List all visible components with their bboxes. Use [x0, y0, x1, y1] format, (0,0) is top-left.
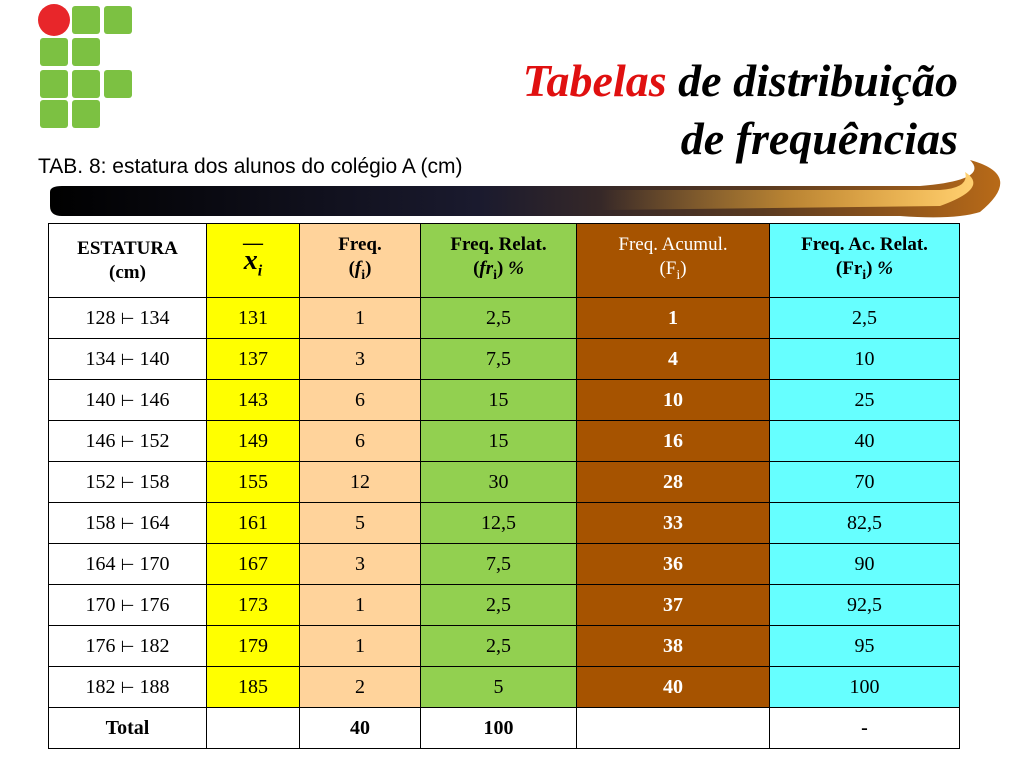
header-acrel-var: Fr: [842, 258, 863, 280]
range-high: 140: [139, 347, 170, 370]
logo-square: [40, 70, 68, 98]
cell-xi: 173: [207, 585, 300, 626]
header-freq-relat: [421, 224, 577, 298]
cell-fa: 4: [577, 339, 770, 380]
header-acum-var: F: [665, 258, 677, 280]
total-label: Total: [49, 708, 207, 749]
header-freq-acumul: [577, 224, 770, 298]
logo-square: [40, 100, 68, 128]
table-row: [49, 298, 960, 339]
range-closed-open-symbol: ⊢: [120, 595, 135, 615]
cell-fi: 2: [300, 667, 421, 708]
header-estatura-line2: (cm): [109, 261, 146, 283]
cell-xi: 167: [207, 544, 300, 585]
cell-fi: 3: [300, 339, 421, 380]
range-low: 140: [85, 388, 116, 411]
header-freq-line2: $(f_i)$: [348, 258, 372, 283]
cell-fr: 15: [421, 380, 577, 421]
header-acum-sub: i: [676, 267, 681, 283]
cell-fi: 1: [300, 298, 421, 339]
cell-fa: 33: [577, 503, 770, 544]
cell-fra: 10: [770, 339, 960, 380]
range-low: 170: [85, 593, 116, 616]
cell-fra: 70: [770, 462, 960, 503]
range-high: 158: [139, 470, 170, 493]
table-row: [49, 585, 960, 626]
cell-fi: 3: [300, 544, 421, 585]
cell-fi: 12: [300, 462, 421, 503]
header-estatura-line1: ESTATURA: [77, 237, 178, 259]
cell-fra: 92,5: [770, 585, 960, 626]
cell-fra: 100: [770, 667, 960, 708]
cell-fa: 16: [577, 421, 770, 462]
cell-xi: 137: [207, 339, 300, 380]
page-title: [523, 52, 958, 168]
cell-estatura: [49, 380, 207, 421]
range-closed-open-symbol: ⊢: [120, 308, 135, 328]
range-closed-open-symbol: ⊢: [120, 554, 135, 574]
logo-square: [72, 6, 100, 34]
cell-fr: 15: [421, 421, 577, 462]
cell-fa: 36: [577, 544, 770, 585]
total-fa: [577, 708, 770, 749]
cell-fi: 6: [300, 421, 421, 462]
cell-estatura: [49, 544, 207, 585]
range-closed-open-symbol: ⊢: [120, 677, 135, 697]
header-freq-ac-relat: [770, 224, 960, 298]
range-closed-open-symbol: ⊢: [120, 636, 135, 656]
frequency-table: [48, 223, 960, 749]
logo-square: [72, 38, 100, 66]
total-fra: -: [770, 708, 960, 749]
header-xi-sub: i: [257, 262, 263, 280]
table-row: [49, 626, 960, 667]
cell-fa: 28: [577, 462, 770, 503]
range-high: 146: [139, 388, 170, 411]
range-high: 134: [139, 306, 170, 329]
cell-xi: 155: [207, 462, 300, 503]
cell-fi: 5: [300, 503, 421, 544]
header-acum-line2: $(F_i)$: [659, 258, 687, 283]
header-freq-sub: i: [361, 267, 366, 283]
cell-fr: 2,5: [421, 585, 577, 626]
cell-estatura: [49, 667, 207, 708]
header-freq-line1: Freq.: [338, 234, 382, 256]
header-estatura: [49, 224, 207, 298]
xi-bar: —: [243, 232, 263, 255]
cell-fr: 12,5: [421, 503, 577, 544]
table-row: [49, 339, 960, 380]
logo-square: [72, 100, 100, 128]
logo-square: [104, 6, 132, 34]
header-relat-var: fr: [479, 258, 494, 280]
table-row: [49, 462, 960, 503]
total-fr: 100: [421, 708, 577, 749]
range-high: 188: [139, 675, 170, 698]
cell-xi: 179: [207, 626, 300, 667]
range-high: 164: [139, 511, 170, 534]
cell-xi: 161: [207, 503, 300, 544]
total-fi: 40: [300, 708, 421, 749]
range-high: 176: [139, 593, 170, 616]
header-freq: [300, 224, 421, 298]
range-high: 182: [139, 634, 170, 657]
range-low: 128: [85, 306, 116, 329]
range-closed-open-symbol: ⊢: [120, 431, 135, 451]
range-high: 152: [139, 429, 170, 452]
cell-fa: 37: [577, 585, 770, 626]
cell-fa: 40: [577, 667, 770, 708]
cell-estatura: [49, 626, 207, 667]
cell-estatura: [49, 421, 207, 462]
range-low: 134: [85, 347, 116, 370]
cell-fra: 95: [770, 626, 960, 667]
range-low: 152: [85, 470, 116, 493]
range-closed-open-symbol: ⊢: [120, 472, 135, 492]
cell-fra: 40: [770, 421, 960, 462]
cell-xi: 185: [207, 667, 300, 708]
cell-estatura: [49, 298, 207, 339]
institution-logo: [38, 4, 134, 128]
header-relat-unit: %: [508, 258, 524, 280]
header-acrel-line1: Freq. Ac. Relat.: [801, 234, 928, 256]
header-acum-line1: Freq. Acumul.: [618, 234, 728, 256]
cell-xi: 143: [207, 380, 300, 421]
cell-fa: 1: [577, 298, 770, 339]
header-relat-line2: $(fr_i)$ %: [473, 258, 524, 283]
cell-fa: 38: [577, 626, 770, 667]
header-xi-symbol: x: [243, 245, 258, 277]
cell-fra: 25: [770, 380, 960, 421]
cell-fr: 2,5: [421, 298, 577, 339]
logo-square: [104, 70, 132, 98]
header-acrel-unit: %: [877, 258, 894, 280]
table-row: [49, 544, 960, 585]
cell-fi: 1: [300, 585, 421, 626]
cell-xi: 149: [207, 421, 300, 462]
title-rest: de distribuição: [678, 55, 958, 106]
cell-fr: 30: [421, 462, 577, 503]
header-relat-sub: i: [493, 267, 498, 283]
cell-estatura: [49, 503, 207, 544]
range-low: 176: [85, 634, 116, 657]
table-caption: TAB. 8: estatura dos alunos do colégio A (cm): [38, 155, 463, 178]
header-freq-var: f: [354, 258, 362, 280]
title-accent: Tabelas: [522, 55, 667, 106]
cell-fra: 90: [770, 544, 960, 585]
table-row: [49, 380, 960, 421]
cell-fr: 5: [421, 667, 577, 708]
cell-fi: 1: [300, 626, 421, 667]
range-low: 158: [85, 511, 116, 534]
range-low: 182: [85, 675, 116, 698]
range-high: 170: [139, 552, 170, 575]
table-row: [49, 667, 960, 708]
cell-estatura: [49, 339, 207, 380]
logo-red-dot: [38, 4, 70, 36]
table-row: [49, 421, 960, 462]
range-low: 146: [85, 429, 116, 452]
cell-xi: 131: [207, 298, 300, 339]
cell-fr: 7,5: [421, 339, 577, 380]
cell-fa: 10: [577, 380, 770, 421]
header-acrel-line2: $(Fr_i)$ %: [835, 258, 894, 283]
logo-square: [40, 38, 68, 66]
header-relat-line1: Freq. Relat.: [450, 234, 547, 256]
table-header-row: [49, 224, 960, 298]
range-low: 164: [85, 552, 116, 575]
cell-fra: 2,5: [770, 298, 960, 339]
logo-square: [72, 70, 100, 98]
cell-fr: 2,5: [421, 626, 577, 667]
range-closed-open-symbol: ⊢: [120, 513, 135, 533]
table-total-row: [49, 708, 960, 749]
title-line-1: [523, 52, 958, 110]
cell-estatura: [49, 585, 207, 626]
table-body: [49, 298, 960, 749]
title-line-2: de frequências: [680, 113, 958, 164]
cell-estatura: [49, 462, 207, 503]
header-xi: [207, 224, 300, 298]
cell-fi: 6: [300, 380, 421, 421]
cell-fr: 7,5: [421, 544, 577, 585]
range-closed-open-symbol: ⊢: [120, 390, 135, 410]
range-closed-open-symbol: ⊢: [120, 349, 135, 369]
total-xi: [207, 708, 300, 749]
table-row: [49, 503, 960, 544]
header-acrel-sub: i: [862, 267, 867, 283]
cell-fra: 82,5: [770, 503, 960, 544]
